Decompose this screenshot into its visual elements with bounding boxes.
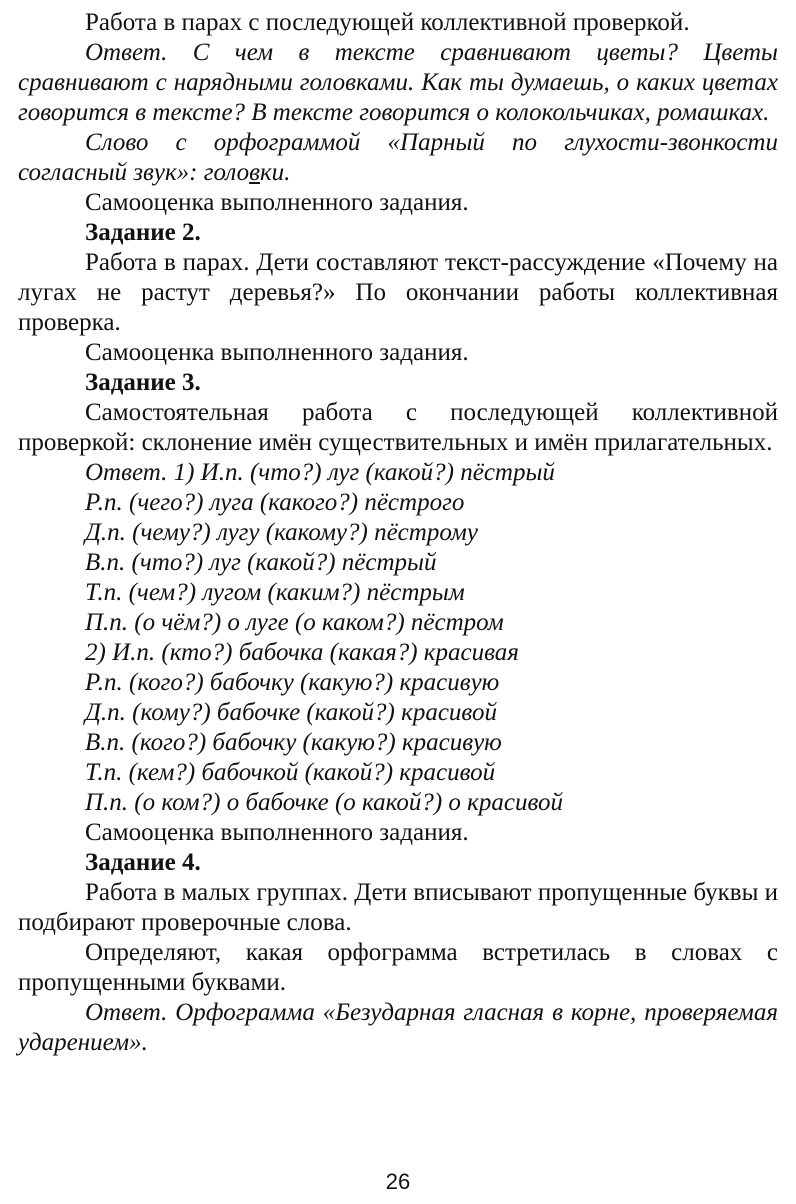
- answer-line: В.п. (кого?) бабочку (какую?) красивую: [85, 729, 502, 756]
- paragraph-task-2: Работа в парах. Дети составляют текст-рассуждение «Почему на лугах не растут деревья?» По окончании работы коллективная проверка.: [18, 249, 778, 336]
- orthogram-text: Слово с орфограммой «Парный по глухости-звонкости согласный звук»: голо: [18, 129, 778, 186]
- paragraph-pair-work: Работа в парах с последующей коллективной проверкой.: [85, 9, 690, 36]
- answer-line: 2) И.п. (кто?) бабочка (какая?) красивая: [85, 639, 519, 666]
- answer-line: Т.п. (кем?) бабочкой (какой?) красивой: [85, 759, 496, 786]
- self-assessment-3: Самооценка выполненного задания.: [85, 819, 469, 846]
- paragraph-task-3: Самостоятельная работа с последующей коллективной проверкой: склонение имён существительных и имён прилагательных.: [18, 399, 778, 456]
- task-4-heading: Задание 4.: [85, 849, 201, 876]
- self-assessment-1: Самооценка выполненного задания.: [85, 189, 469, 216]
- task-2-heading: Задание 2.: [85, 219, 201, 246]
- paragraph-orthogram: [18, 128, 778, 188]
- answer-line: П.п. (о чём?) о луге (о каком?) пёстром: [85, 609, 504, 636]
- answer-line: Р.п. (чего?) луга (какого?) пёстрого: [85, 489, 465, 516]
- orthogram-tail: ки.: [259, 159, 291, 186]
- paragraph-answer-orthogram: Ответ. Орфограмма «Безударная гласная в корне, проверяемая ударением».: [18, 999, 778, 1056]
- answer-line: Д.п. (чему?) лугу (какому?) пёстрому: [85, 519, 478, 546]
- underlined-letter: в: [249, 159, 260, 186]
- answer-line: Р.п. (кого?) бабочку (какую?) красивую: [85, 669, 500, 696]
- self-assessment-2: Самооценка выполненного задания.: [85, 339, 469, 366]
- answer-line: Т.п. (чем?) лугом (каким?) пёстрым: [85, 579, 465, 606]
- page-number: 26: [385, 1169, 411, 1194]
- task-3-heading: Задание 3.: [85, 369, 201, 396]
- paragraph-determine: Определяют, какая орфограмма встретилась в словах с пропущенными буквами.: [18, 939, 778, 996]
- paragraph-task-4: Работа в малых группах. Дети вписывают пропущенные буквы и подбирают проверочные слова.: [18, 879, 778, 936]
- answer-line: В.п. (что?) луг (какой?) пёстрый: [85, 549, 437, 576]
- page-body: [18, 8, 778, 1058]
- paragraph-answer-flowers: Ответ. С чем в тексте сравнивают цветы? Цветы сравнивают с нарядными головками. Как ты думаешь, о каких цветах говорится в тексте? В тексте говорится о колокольчиках, ромашках.: [18, 39, 778, 126]
- answer-line: Д.п. (кому?) бабочке (какой?) красивой: [85, 699, 497, 726]
- answer-line: Ответ. 1) И.п. (что?) луг (какой?) пёстрый: [85, 459, 555, 486]
- answer-line: П.п. (о ком?) о бабочке (о какой?) о красивой: [85, 789, 563, 816]
